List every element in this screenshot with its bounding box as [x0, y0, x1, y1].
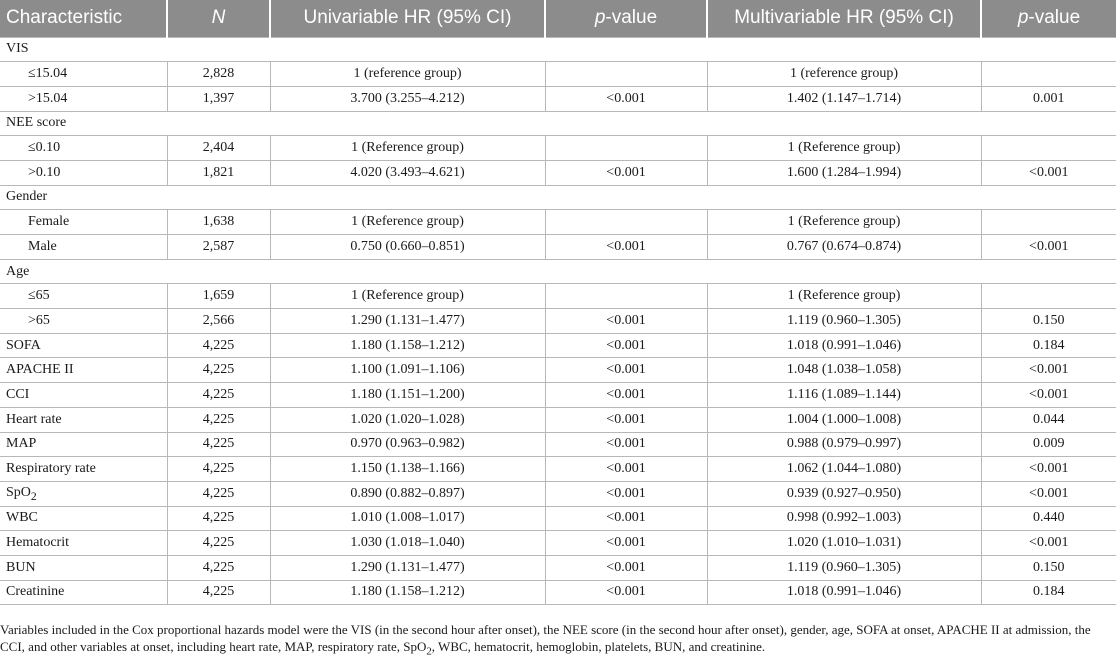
- cell-univariable-hr: 1 (Reference group): [270, 284, 545, 309]
- cell-univariable-hr: 1.100 (1.091–1.106): [270, 358, 545, 383]
- header-multivariable-p-value: [981, 0, 1116, 37]
- cell-n: 4,225: [167, 457, 270, 482]
- table-row: [0, 62, 1116, 87]
- cell-multivariable-hr: 1.116 (1.089–1.144): [707, 383, 981, 408]
- cell-multivariable-p: <0.001: [981, 160, 1116, 185]
- cell-univariable-p: [545, 62, 707, 87]
- table-row: [0, 580, 1116, 605]
- header-univariable-p-rest: -value: [605, 7, 658, 29]
- table-row: [0, 358, 1116, 383]
- table-row: [0, 86, 1116, 111]
- cell-multivariable-hr: 1 (Reference group): [707, 136, 981, 161]
- cell-n: 4,225: [167, 481, 270, 506]
- cell-n: 1,659: [167, 284, 270, 309]
- table-row: [0, 555, 1116, 580]
- cell-characteristic: APACHE II: [0, 358, 167, 383]
- cell-multivariable-hr: 1 (reference group): [707, 62, 981, 87]
- table-row: [0, 407, 1116, 432]
- cell-n: 4,225: [167, 506, 270, 531]
- table-body: [0, 37, 1116, 605]
- cell-multivariable-hr: 1.018 (0.991–1.046): [707, 333, 981, 358]
- cell-characteristic: Creatinine: [0, 580, 167, 605]
- cell-univariable-hr: 1.030 (1.018–1.040): [270, 531, 545, 556]
- cell-multivariable-hr: 0.988 (0.979–0.997): [707, 432, 981, 457]
- cell-univariable-p: <0.001: [545, 457, 707, 482]
- header-multivariable-p-rest: -value: [1028, 7, 1081, 29]
- characteristic-text: SpO: [6, 484, 31, 500]
- cell-univariable-hr: 1.180 (1.151–1.200): [270, 383, 545, 408]
- cell-univariable-p: [545, 284, 707, 309]
- cell-characteristic: >15.04: [0, 86, 167, 111]
- cell-n: 2,828: [167, 62, 270, 87]
- header-multivariable-hr: Multivariable HR (95% CI): [707, 0, 981, 37]
- cell-n: 4,225: [167, 531, 270, 556]
- cell-univariable-hr: 1.290 (1.131–1.477): [270, 309, 545, 334]
- cell-n: 1,821: [167, 160, 270, 185]
- cell-multivariable-hr: 1.119 (0.960–1.305): [707, 309, 981, 334]
- cell-characteristic: >0.10: [0, 160, 167, 185]
- cell-univariable-hr: 1.010 (1.008–1.017): [270, 506, 545, 531]
- cell-characteristic: SOFA: [0, 333, 167, 358]
- table-row: [0, 457, 1116, 482]
- cell-characteristic: ≤65: [0, 284, 167, 309]
- cell-characteristic: Female: [0, 210, 167, 235]
- cell-n: 4,225: [167, 580, 270, 605]
- cell-characteristic: Hematocrit: [0, 531, 167, 556]
- cell-characteristic: ≤15.04: [0, 62, 167, 87]
- table-group-row: [0, 259, 1116, 284]
- cell-characteristic: [0, 481, 167, 506]
- cell-n: 2,587: [167, 235, 270, 260]
- cell-characteristic: CCI: [0, 383, 167, 408]
- cell-multivariable-hr: 1.004 (1.000–1.008): [707, 407, 981, 432]
- table-row: [0, 333, 1116, 358]
- cell-n: 4,225: [167, 407, 270, 432]
- group-label: Gender: [0, 185, 1116, 210]
- cell-univariable-p: <0.001: [545, 481, 707, 506]
- table-group-row: [0, 185, 1116, 210]
- table-group-row: [0, 37, 1116, 62]
- cell-characteristic: Heart rate: [0, 407, 167, 432]
- cell-multivariable-hr: 0.939 (0.927–0.950): [707, 481, 981, 506]
- cell-multivariable-hr: 1.119 (0.960–1.305): [707, 555, 981, 580]
- cell-multivariable-p: [981, 284, 1116, 309]
- cell-multivariable-p: 0.044: [981, 407, 1116, 432]
- table-row: [0, 235, 1116, 260]
- cell-n: 4,225: [167, 383, 270, 408]
- group-label: NEE score: [0, 111, 1116, 136]
- cell-univariable-hr: 1 (Reference group): [270, 210, 545, 235]
- footnote-part2: , WBC, hematocrit, hemoglobin, platelets, BUN, and creatinine.: [431, 639, 766, 654]
- cell-univariable-p: <0.001: [545, 432, 707, 457]
- cell-multivariable-p: <0.001: [981, 531, 1116, 556]
- cell-characteristic: BUN: [0, 555, 167, 580]
- cell-multivariable-hr: 1.600 (1.284–1.994): [707, 160, 981, 185]
- cell-multivariable-p: [981, 210, 1116, 235]
- table-footnote: [0, 621, 1110, 661]
- cell-univariable-hr: 1 (reference group): [270, 62, 545, 87]
- table-group-row: [0, 111, 1116, 136]
- cell-characteristic: >65: [0, 309, 167, 334]
- cell-univariable-p: [545, 210, 707, 235]
- cell-multivariable-hr: 1.018 (0.991–1.046): [707, 580, 981, 605]
- cell-n: 4,225: [167, 432, 270, 457]
- cell-multivariable-p: 0.001: [981, 86, 1116, 111]
- header-multivariable-p-italic: p: [1017, 7, 1029, 29]
- cell-multivariable-hr: 1.020 (1.010–1.031): [707, 531, 981, 556]
- cell-multivariable-hr: 0.767 (0.674–0.874): [707, 235, 981, 260]
- cell-univariable-hr: 3.700 (3.255–4.212): [270, 86, 545, 111]
- cell-characteristic: MAP: [0, 432, 167, 457]
- cell-univariable-hr: 1.020 (1.020–1.028): [270, 407, 545, 432]
- cell-multivariable-p: <0.001: [981, 457, 1116, 482]
- cell-univariable-p: <0.001: [545, 531, 707, 556]
- cell-univariable-hr: 4.020 (3.493–4.621): [270, 160, 545, 185]
- cell-univariable-p: <0.001: [545, 407, 707, 432]
- cell-n: 4,225: [167, 333, 270, 358]
- cell-univariable-hr: 0.890 (0.882–0.897): [270, 481, 545, 506]
- header-n-text: N: [211, 7, 226, 29]
- cell-univariable-hr: 1.180 (1.158–1.212): [270, 580, 545, 605]
- cell-multivariable-hr: 0.998 (0.992–1.003): [707, 506, 981, 531]
- cell-multivariable-p: <0.001: [981, 358, 1116, 383]
- cell-univariable-p: [545, 136, 707, 161]
- cell-univariable-p: <0.001: [545, 383, 707, 408]
- footnote-subscript: 2: [426, 645, 432, 658]
- cell-characteristic: WBC: [0, 506, 167, 531]
- table-row: [0, 432, 1116, 457]
- cell-univariable-p: <0.001: [545, 580, 707, 605]
- cell-characteristic: Respiratory rate: [0, 457, 167, 482]
- cell-multivariable-hr: 1 (Reference group): [707, 284, 981, 309]
- header-row: [0, 0, 1116, 37]
- cell-multivariable-p: 0.009: [981, 432, 1116, 457]
- cell-univariable-p: <0.001: [545, 555, 707, 580]
- group-label: Age: [0, 259, 1116, 284]
- cell-n: 1,638: [167, 210, 270, 235]
- cell-univariable-p: <0.001: [545, 358, 707, 383]
- cell-univariable-hr: 1.150 (1.138–1.166): [270, 457, 545, 482]
- cell-multivariable-p: [981, 62, 1116, 87]
- header-n: [167, 0, 270, 37]
- cell-multivariable-p: <0.001: [981, 235, 1116, 260]
- cell-n: 1,397: [167, 86, 270, 111]
- group-label: VIS: [0, 37, 1116, 62]
- cell-multivariable-hr: 1 (Reference group): [707, 210, 981, 235]
- cell-univariable-hr: 0.970 (0.963–0.982): [270, 432, 545, 457]
- cell-multivariable-p: 0.440: [981, 506, 1116, 531]
- cell-univariable-hr: 0.750 (0.660–0.851): [270, 235, 545, 260]
- cell-multivariable-p: 0.150: [981, 309, 1116, 334]
- cell-multivariable-p: <0.001: [981, 383, 1116, 408]
- cell-multivariable-p: 0.150: [981, 555, 1116, 580]
- cell-univariable-hr: 1.290 (1.131–1.477): [270, 555, 545, 580]
- cell-univariable-p: <0.001: [545, 160, 707, 185]
- cell-univariable-p: <0.001: [545, 506, 707, 531]
- table-row: [0, 309, 1116, 334]
- table-row: [0, 506, 1116, 531]
- table-row: [0, 136, 1116, 161]
- cell-univariable-hr: 1 (Reference group): [270, 136, 545, 161]
- cell-multivariable-p: 0.184: [981, 333, 1116, 358]
- characteristic-subscript: 2: [30, 489, 37, 503]
- cell-characteristic: ≤0.10: [0, 136, 167, 161]
- cell-multivariable-hr: 1.048 (1.038–1.058): [707, 358, 981, 383]
- header-univariable-p-value: [545, 0, 707, 37]
- cell-multivariable-p: [981, 136, 1116, 161]
- table-row: [0, 284, 1116, 309]
- cell-n: 2,404: [167, 136, 270, 161]
- table-header: [0, 0, 1116, 37]
- table-row: [0, 481, 1116, 506]
- header-univariable-hr: Univariable HR (95% CI): [270, 0, 545, 37]
- table-row: [0, 210, 1116, 235]
- cell-multivariable-p: <0.001: [981, 481, 1116, 506]
- cell-multivariable-p: 0.184: [981, 580, 1116, 605]
- table-row: [0, 383, 1116, 408]
- cell-univariable-p: <0.001: [545, 235, 707, 260]
- cell-multivariable-hr: 1.062 (1.044–1.080): [707, 457, 981, 482]
- cell-n: 4,225: [167, 358, 270, 383]
- header-univariable-p-italic: p: [594, 7, 606, 29]
- cell-multivariable-hr: 1.402 (1.147–1.714): [707, 86, 981, 111]
- cell-univariable-p: <0.001: [545, 309, 707, 334]
- header-characteristic: Characteristic: [0, 0, 167, 37]
- footnote-part1: Variables included in the Cox proportional hazards model were the VIS (in the second hour after onset), the NEE score (in the second hour after onset), gender, age, SOFA at onset, APACHE II at admission, the CCI, and other variables at onset, including heart rate, MAP, respiratory rate, SpO: [0, 622, 1091, 654]
- table-row: [0, 160, 1116, 185]
- cell-n: 2,566: [167, 309, 270, 334]
- cell-n: 4,225: [167, 555, 270, 580]
- cell-univariable-p: <0.001: [545, 86, 707, 111]
- cell-univariable-hr: 1.180 (1.158–1.212): [270, 333, 545, 358]
- table-row: [0, 531, 1116, 556]
- cell-characteristic: Male: [0, 235, 167, 260]
- cell-univariable-p: <0.001: [545, 333, 707, 358]
